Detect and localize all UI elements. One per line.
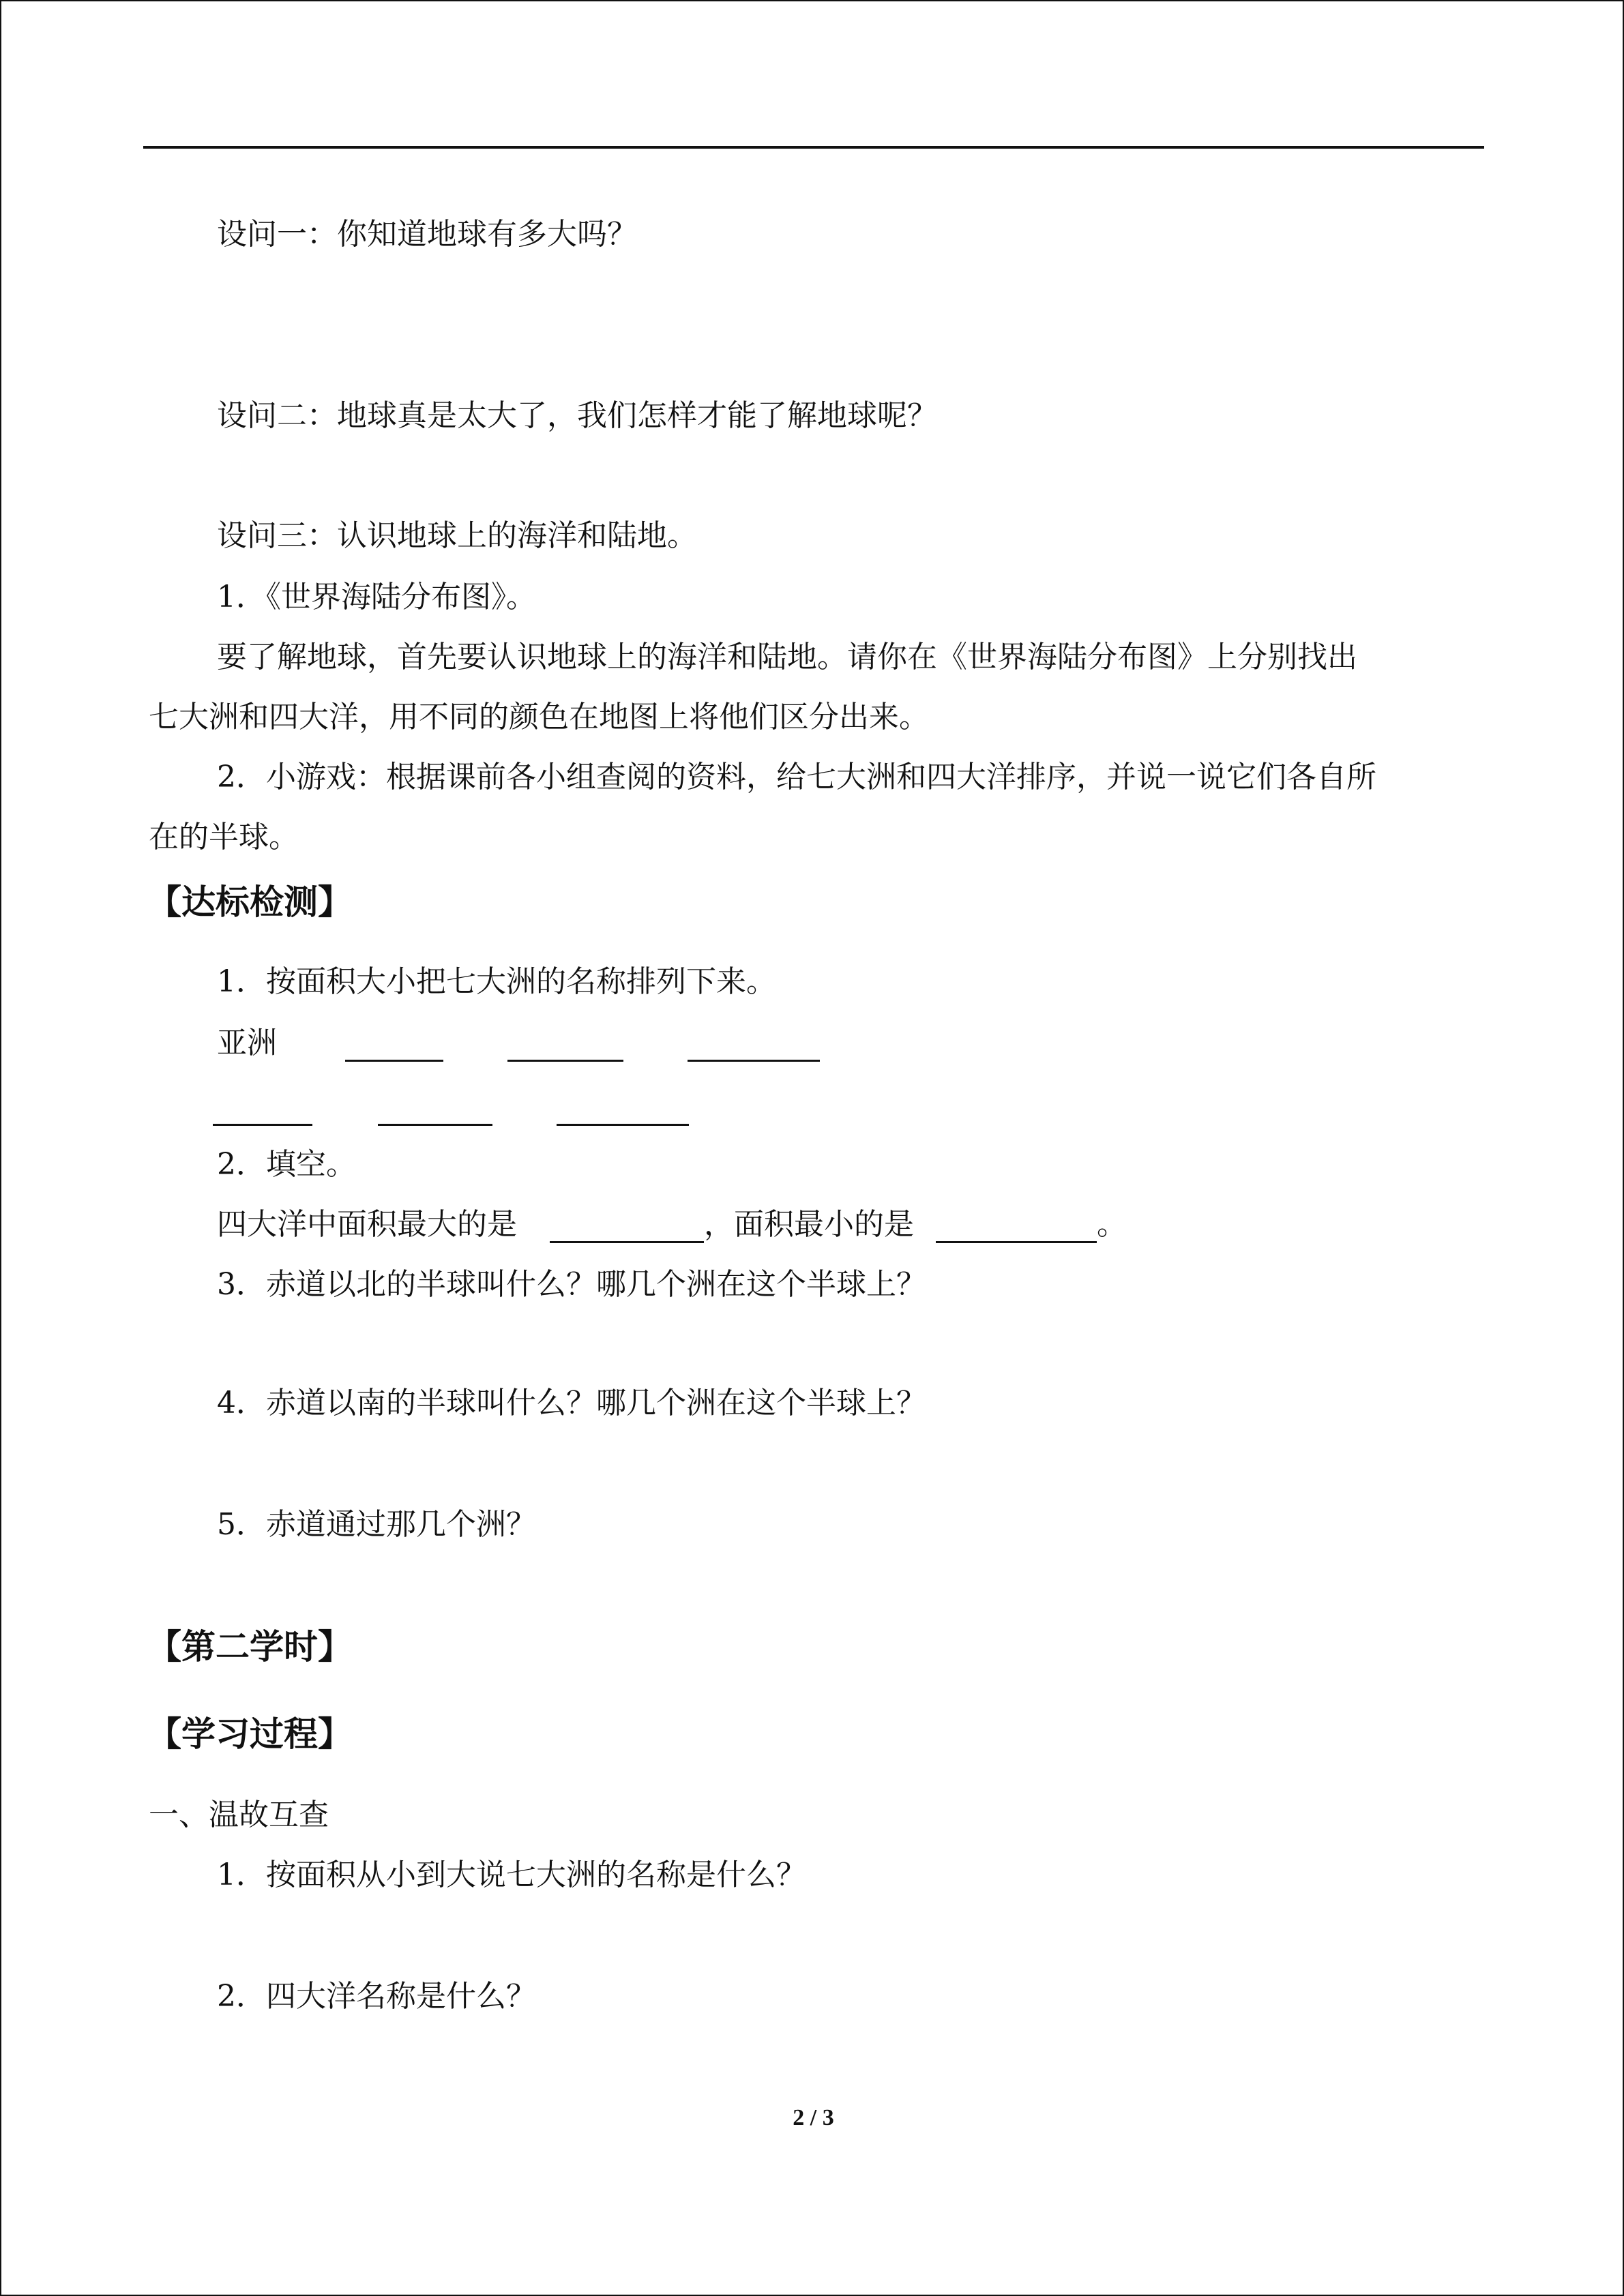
question-two: 设问二：地球真是太大了，我们怎样才能了解地球呢？ xyxy=(217,398,937,433)
fill-blank-smallest xyxy=(936,1241,1097,1243)
answer-blank xyxy=(507,1060,623,1062)
fill-blank-largest xyxy=(550,1241,704,1243)
section-heading-check: 【达标检测】 xyxy=(147,882,352,922)
question-three: 设问三：认识地球上的海洋和陆地。 xyxy=(217,518,697,553)
check-question-2: 2．填空。 xyxy=(217,1147,356,1182)
answer-blank xyxy=(557,1124,689,1126)
fill-text-smallest: ，面积最小的是 xyxy=(704,1207,914,1242)
answer-blank xyxy=(378,1124,492,1126)
answer-blank xyxy=(213,1124,312,1126)
item-world-map: 1．《世界海陆分布图》。 xyxy=(217,580,536,614)
header-rule xyxy=(143,146,1484,149)
fill-text-end: 。 xyxy=(1097,1207,1127,1242)
fill-text-largest: 四大洋中面积最大的是 xyxy=(217,1207,517,1242)
answer-blank xyxy=(345,1060,443,1062)
check-question-5: 5．赤道通过那几个洲？ xyxy=(217,1507,536,1542)
answer-blank xyxy=(688,1060,820,1062)
check-question-3: 3．赤道以北的半球叫什么？哪几个洲在这个半球上？ xyxy=(217,1267,926,1302)
page-number: 2 / 3 xyxy=(793,2105,834,2130)
paragraph-line: 七大洲和四大洋，用不同的颜色在地图上将他们区分出来。 xyxy=(149,700,929,734)
check-question-1: 1．按面积大小把七大洲的名称排列下来。 xyxy=(217,964,776,999)
review-question-2: 2．四大洋名称是什么？ xyxy=(217,1979,536,2014)
section-heading-lesson-two: 【第二学时】 xyxy=(147,1626,352,1667)
paragraph-line: 要了解地球，首先要认识地球上的海洋和陆地。请你在《世界海陆分布图》上分别找出 xyxy=(217,640,1357,674)
section-heading-process: 【学习过程】 xyxy=(147,1714,352,1754)
paragraph-line: 在的半球。 xyxy=(149,820,299,854)
answer-asia: 亚洲 xyxy=(217,1026,277,1060)
item-mini-game: 2．小游戏：根据课前各小组查阅的资料，给七大洲和四大洋排序，并说一说它们各自所 xyxy=(217,760,1376,794)
check-question-4: 4．赤道以南的半球叫什么？哪几个洲在这个半球上？ xyxy=(217,1386,926,1420)
question-one: 设问一：你知道地球有多大吗？ xyxy=(217,217,637,252)
review-question-1: 1．按面积从小到大说七大洲的名称是什么？ xyxy=(217,1858,806,1892)
review-title: 一、温故互查 xyxy=(149,1798,329,1832)
